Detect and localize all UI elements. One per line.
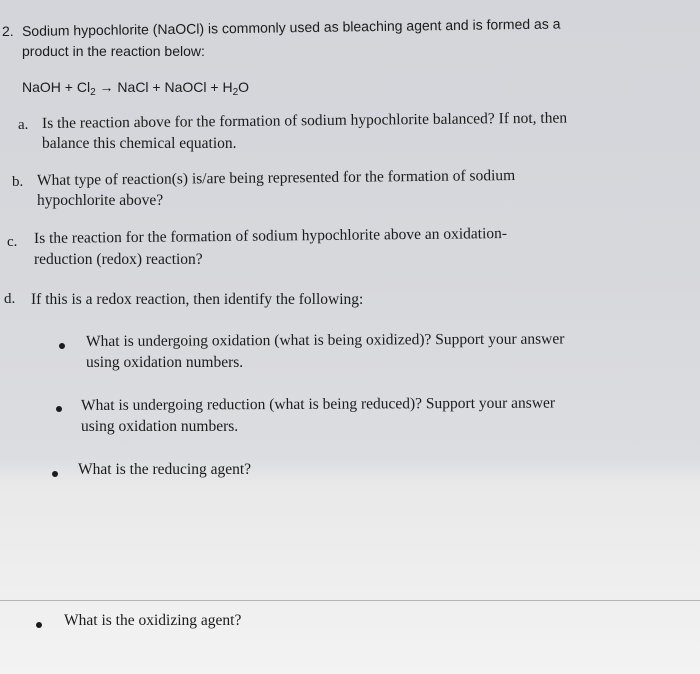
equation-arrow: → [99,79,114,95]
page-divider [0,600,700,601]
equation-products: NaCl + NaOCl + H [117,79,233,95]
equation-subscript-cl: 2 [90,87,96,98]
bullet-icon [36,622,42,628]
part-d-line1: If this is a redox reaction, then identify the following: [31,291,364,308]
part-b-line1: What type of reaction(s) is/are being represented for the formation of sodium [36,166,516,189]
part-a-line1: Is the reaction above for the formation of sodium hypochlorite balanced? If not, then [41,109,568,132]
bullet-icon [59,343,65,349]
question-number: 2. [2,23,14,39]
chemical-equation [22,79,249,98]
bullet-icon [52,471,58,477]
equation-products-end: O [238,79,250,95]
bullet-reduction-line2: using oxidation numbers. [81,418,239,435]
bullet-reduction-line1: What is undergoing reduction (what is being reduced)? Support your answer [80,394,556,414]
bullet-oxidation-line2: using oxidation numbers. [86,354,244,371]
part-a-marker: a. [18,117,29,133]
part-d-marker: d. [4,291,16,307]
part-b-line2: hypochlorite above? [37,192,164,209]
part-a-line2: balance this chemical equation. [42,135,237,152]
question-intro-line2: product in the reaction below: [22,43,205,59]
question-intro-line1: Sodium hypochlorite (NaOCl) is commonly used as bleaching agent and is formed as a [21,15,561,39]
part-b-marker: b. [12,174,24,190]
part-c-marker: c. [7,234,18,250]
bullet-oxidizing-agent: What is the oxidizing agent? [64,612,242,629]
bullet-oxidation-line1: What is undergoing oxidation (what is being oxidized)? Support your answer [85,330,565,350]
bullet-icon [56,406,62,412]
bullet-reducing-agent: What is the reducing agent? [78,461,252,478]
part-c-line2: reduction (redox) reaction? [34,251,203,268]
part-c-line1: Is the reaction for the formation of sodium hypochlorite above an oxidation- [33,225,508,247]
equation-subscript-h: 2 [232,87,239,98]
equation-reactants: NaOH + Cl [22,79,91,95]
